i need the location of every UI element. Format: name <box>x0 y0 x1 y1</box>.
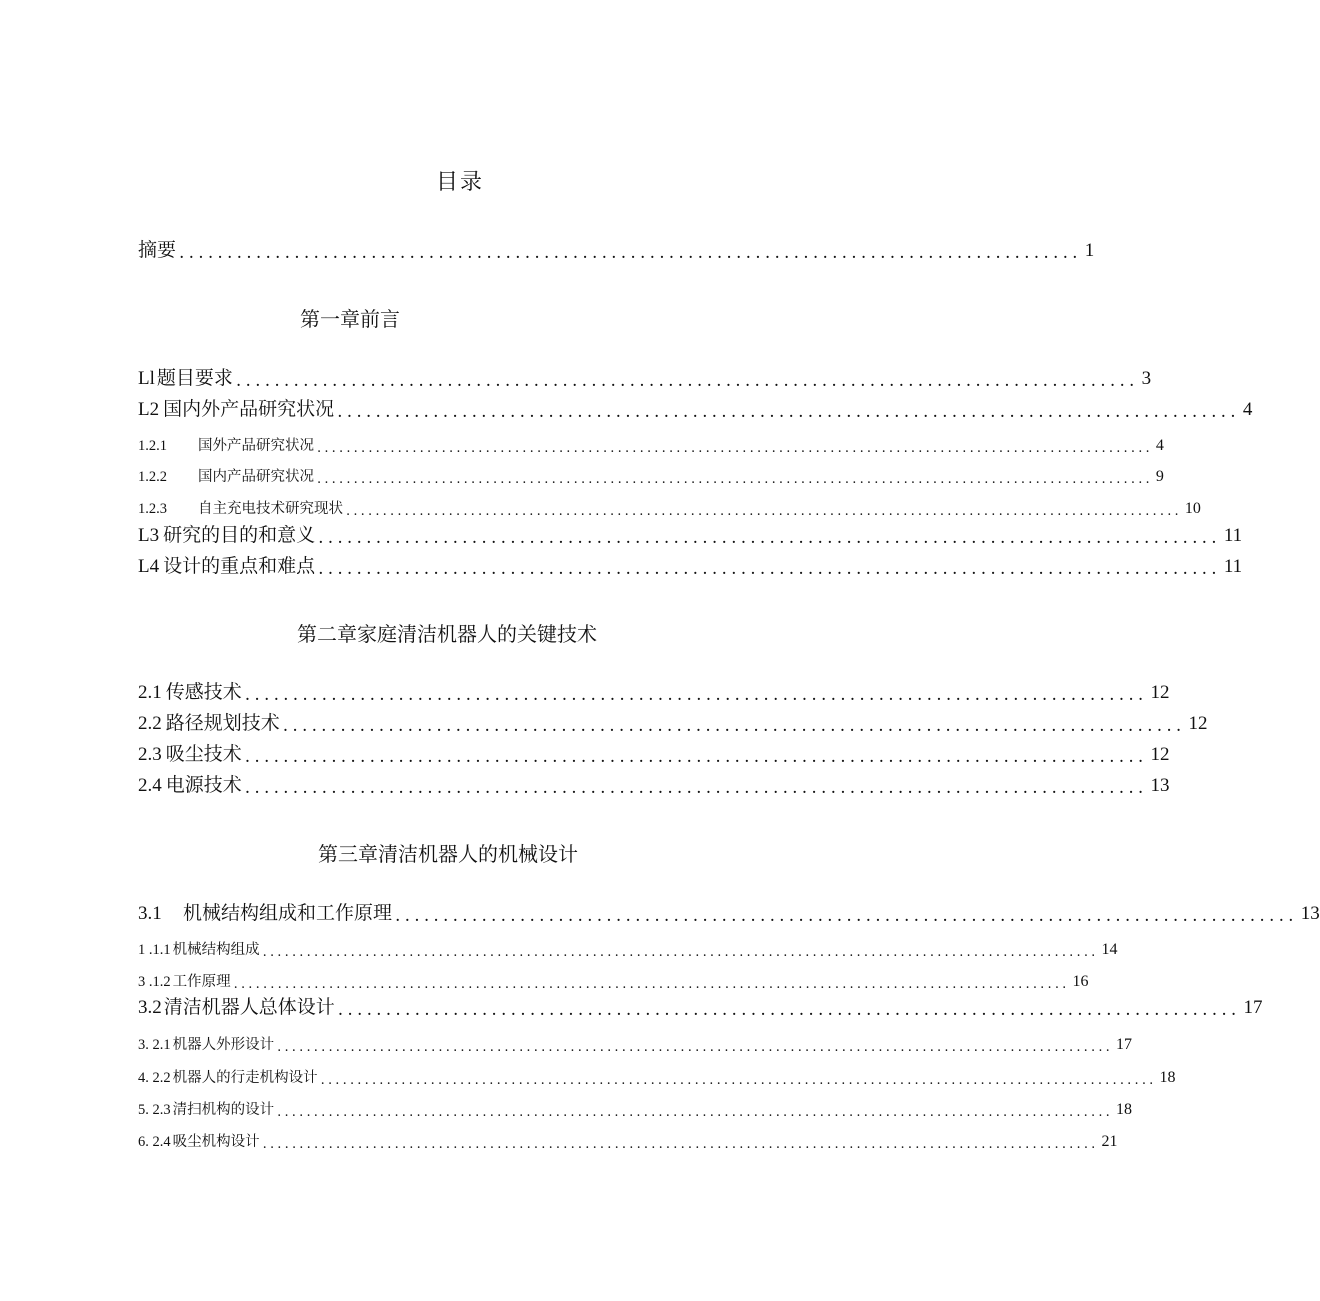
toc-entry-label: 清扫机构的设计 <box>172 1102 275 1118</box>
toc-entry-number: 6. 2.4 <box>138 1134 171 1150</box>
toc-entry[interactable] <box>138 397 1253 422</box>
dot-leader: .............................................................................................. <box>282 716 1186 736</box>
toc-entry-label: 路径规划技术 <box>165 712 280 734</box>
toc-entry-number: 2.1 <box>138 682 162 703</box>
toc-entry[interactable] <box>138 742 1170 767</box>
toc-entry-page: 13 <box>1150 775 1170 796</box>
toc-entry-label: 机器人外形设计 <box>172 1037 275 1053</box>
toc-entry-label: 电源技术 <box>165 774 242 796</box>
toc-entry-number: 1.2.2 <box>138 469 167 485</box>
toc-entry[interactable] <box>138 462 1164 487</box>
chapter-heading: 第二章家庭清洁机器人的关键技术 <box>297 622 597 646</box>
toc-entry-label: 机械结构组成和工作原理 <box>183 902 393 924</box>
dot-leader: .............................................................................................. <box>244 778 1148 798</box>
toc-entry-label: 国外产品研究状况 <box>198 438 314 454</box>
toc-entry[interactable] <box>138 554 1243 579</box>
toc-entry-label: 传感技术 <box>165 681 242 703</box>
dot-leader: .............................................................................................. <box>337 1000 1241 1020</box>
toc-entry-page: 11 <box>1223 556 1243 577</box>
dot-leader: .............................................................................................. <box>318 528 1221 548</box>
toc-entry-number: 5. 2.3 <box>138 1102 171 1118</box>
toc-entry-page: 3 <box>1141 368 1152 389</box>
toc-entry-number: 2.4 <box>138 775 162 796</box>
dot-leader: .............................................................................................. <box>244 747 1148 767</box>
toc-entry-page: 17 <box>1116 1036 1133 1053</box>
toc-entry-number: Ll <box>138 368 155 389</box>
toc-entry-label: 国内产品研究状况 <box>198 469 314 485</box>
toc-entry-number: 3. 2.1 <box>138 1037 171 1053</box>
toc-entry-number: L4 <box>138 556 160 577</box>
toc-entry-number: 1.2.3 <box>138 501 167 517</box>
toc-entry-label: 题目要求 <box>156 367 233 389</box>
toc-entry-label: 国内外产品研究状况 <box>163 398 335 420</box>
toc-entry[interactable] <box>138 1127 1118 1152</box>
dot-leader: .............................................................................................. <box>179 243 1082 263</box>
dot-leader: .................................................................................................................. <box>317 441 1153 456</box>
toc-entry-page: 12 <box>1150 744 1170 765</box>
dot-leader: .................................................................................................................. <box>233 977 1070 992</box>
toc-entry-number: 1.2.1 <box>138 438 167 454</box>
toc-entry-number: 2.2 <box>138 713 162 734</box>
toc-entry-page: 18 <box>1116 1101 1133 1118</box>
toc-entry[interactable] <box>138 431 1164 456</box>
toc-entry[interactable] <box>138 680 1170 705</box>
toc-entry-label: 自主充电技术研究现状 <box>198 501 343 517</box>
dot-leader: .................................................................................................................. <box>277 1040 1114 1055</box>
toc-entry[interactable] <box>138 1030 1133 1055</box>
toc-entry-page: 4 <box>1155 437 1164 454</box>
toc-entry-number: 3.1 <box>138 903 162 924</box>
toc-entry[interactable] <box>138 901 1320 926</box>
toc-entry-page: 16 <box>1072 973 1089 990</box>
toc-entry-label: 研究的目的和意义 <box>163 524 316 546</box>
dot-leader: .............................................................................................. <box>318 559 1221 579</box>
toc-entry-label: 清洁机器人总体设计 <box>163 996 335 1018</box>
dot-leader: .................................................................................................................. <box>317 472 1153 487</box>
dot-leader: .............................................................................................. <box>337 402 1240 422</box>
dot-leader: .................................................................................................................. <box>262 1137 1099 1152</box>
toc-entry-page: 11 <box>1223 525 1243 546</box>
toc-entry-label: 机器人的行走机构设计 <box>172 1070 318 1086</box>
dot-leader: .................................................................................................................. <box>277 1105 1114 1120</box>
toc-entry-number: 1 .1.1 <box>138 942 171 958</box>
toc-entry-label: 工作原理 <box>172 974 231 990</box>
dot-leader: .................................................................................................................. <box>346 504 1182 519</box>
toc-entry[interactable] <box>138 1095 1133 1120</box>
toc-entry-number: 2.3 <box>138 744 162 765</box>
toc-entry-number: L3 <box>138 525 160 546</box>
toc-entry-number: 3.2 <box>138 997 162 1018</box>
toc-entry[interactable] <box>138 1063 1176 1088</box>
toc-entry-number: 4. 2.2 <box>138 1070 171 1086</box>
toc-entry-label: 吸尘技术 <box>165 743 242 765</box>
toc-entry-page: 4 <box>1242 399 1253 420</box>
toc-entry-page: 14 <box>1101 941 1118 958</box>
toc-entry-page: 1 <box>1084 240 1095 261</box>
dot-leader: .............................................................................................. <box>244 685 1148 705</box>
toc-entry-page: 9 <box>1155 468 1164 485</box>
toc-entry[interactable] <box>138 366 1152 391</box>
toc-entry-number: 3 .1.2 <box>138 974 171 990</box>
toc-entry-label: 设计的重点和难点 <box>163 555 316 577</box>
toc-entry-label: 吸尘机构设计 <box>172 1134 260 1150</box>
dot-leader: .................................................................................................................. <box>262 945 1099 960</box>
dot-leader: .................................................................................................................. <box>320 1073 1157 1088</box>
page-title: 目录 <box>435 170 484 195</box>
toc-entry-page: 10 <box>1184 500 1201 517</box>
toc-entry[interactable] <box>138 494 1201 519</box>
toc-entry[interactable] <box>138 995 1263 1020</box>
toc-entry-page: 12 <box>1188 713 1208 734</box>
toc-entry-page: 18 <box>1159 1069 1176 1086</box>
toc-entry-number: L2 <box>138 399 160 420</box>
toc-entry[interactable] <box>138 711 1208 736</box>
toc-entry[interactable] <box>138 773 1170 798</box>
toc-entry-page: 12 <box>1150 682 1170 703</box>
dot-leader: .............................................................................................. <box>235 371 1139 391</box>
toc-entry-page: 17 <box>1243 997 1263 1018</box>
toc-entry-label: 摘要 <box>138 239 177 261</box>
toc-entry-page: 13 <box>1300 903 1320 924</box>
chapter-heading: 第一章前言 <box>300 307 400 331</box>
toc-entry[interactable] <box>138 935 1118 960</box>
toc-entry-abstract[interactable] <box>138 238 1095 263</box>
dot-leader: .............................................................................................. <box>395 906 1298 926</box>
toc-entry-page: 21 <box>1101 1133 1118 1150</box>
chapter-heading: 第三章清洁机器人的机械设计 <box>318 842 578 866</box>
toc-entry[interactable] <box>138 967 1089 992</box>
toc-entry-label: 机械结构组成 <box>172 942 260 958</box>
toc-entry[interactable] <box>138 523 1243 548</box>
